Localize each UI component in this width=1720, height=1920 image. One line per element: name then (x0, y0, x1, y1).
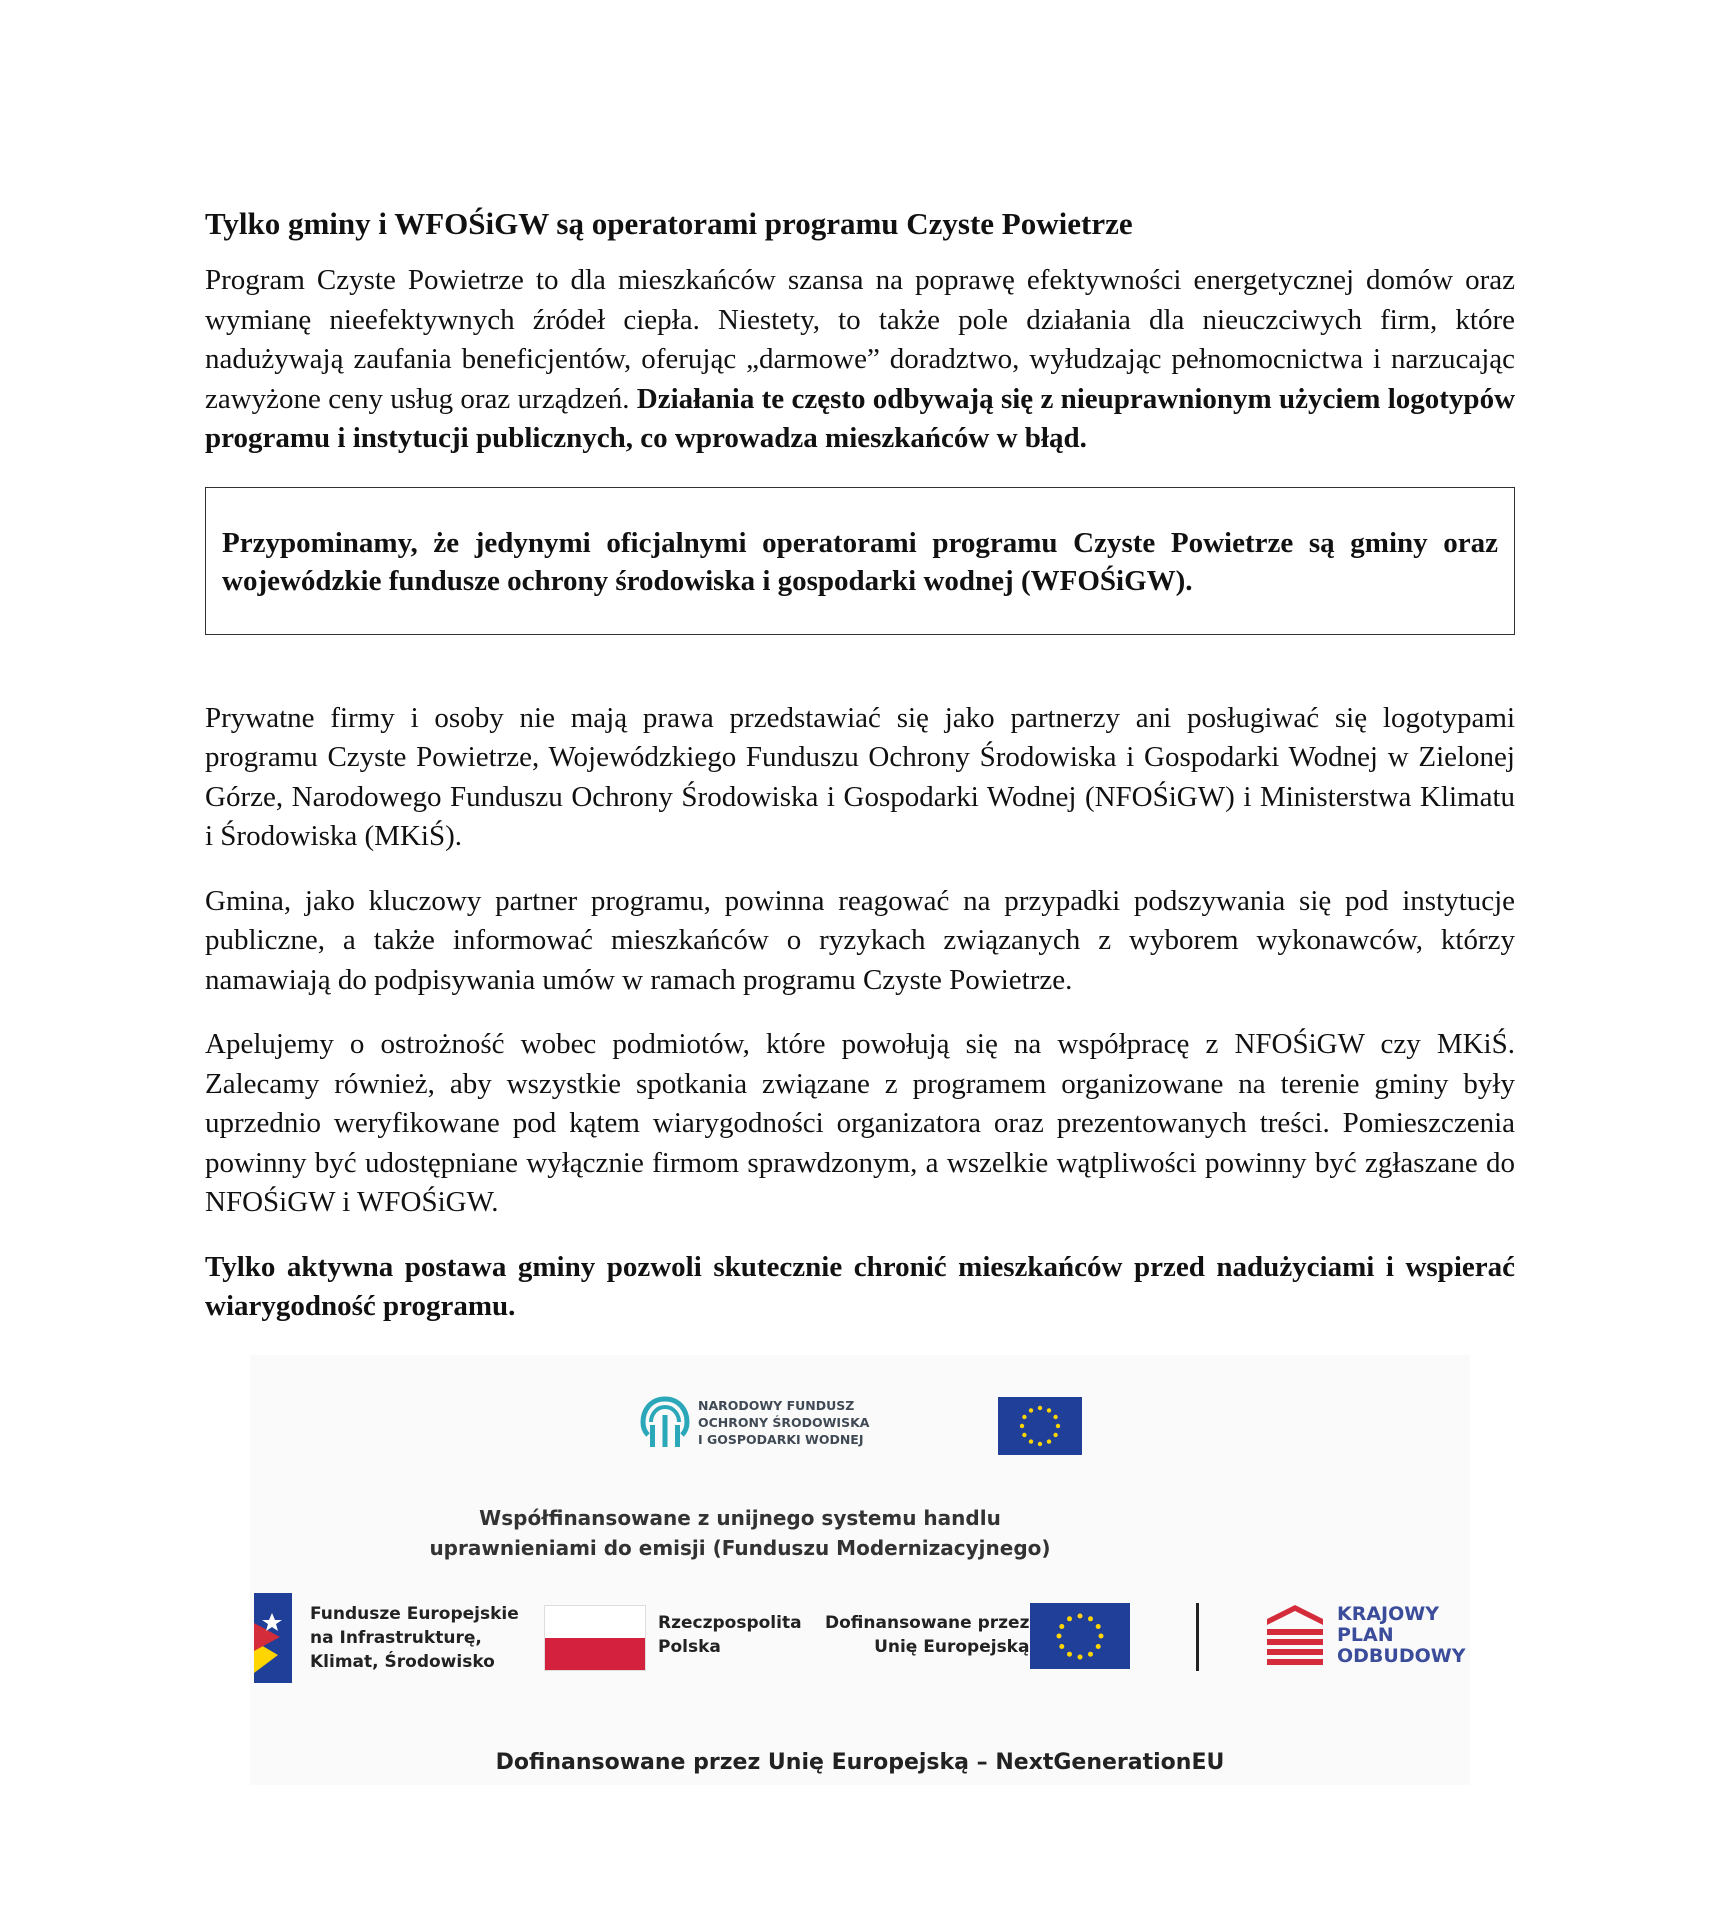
paragraph-closing: Tylko aktywna postawa gminy pozwoli skutecznie chronić mieszkańców przed nadużyciami i wspierać wiarygodność programu. (205, 1250, 1515, 1322)
notice-box (205, 487, 1515, 635)
paragraph-intro (205, 261, 1515, 459)
nfosigw-line1: NARODOWY FUNDUSZ (698, 1397, 855, 1413)
notice-text: Przypominamy, że jedynymi oficjalnymi operatorami programu Czyste Powietrze są gminy oraz wojewódzkie fundusze ochrony środowiska i gospodarki wodnej (WFOŚiGW). (222, 526, 1498, 597)
dof-line2: Unię Europejską (874, 1637, 1030, 1657)
document-title: Tylko gminy i WFOŚiGW są operatorami programu Czyste Powietrze (205, 206, 1133, 241)
eu-flag-icon (1030, 1603, 1130, 1669)
kpo-logo (1265, 1603, 1465, 1667)
rzeczpospolita-polska-text (658, 1611, 802, 1659)
nfosigw-logo (640, 1395, 869, 1449)
paragraph-municipality: Gmina, jako kluczowy partner programu, powinna reagować na przypadki podszywania się pod instytucje publiczne, a także informować mieszkańców o ryzykach związanych z wyborem wykonawców, którzy namawiają do podpisywania umów w ramach programu Czyste Powietrze. (205, 884, 1515, 996)
fundusze-europejskie-logo (250, 1593, 519, 1683)
dof-line1: Dofinansowane przez (825, 1613, 1030, 1633)
nfosigw-emblem-icon (640, 1395, 690, 1449)
paragraph-private-firms: Prywatne firmy i osoby nie mają prawa przedstawiać się jako partnerzy ani posługiwać się logotypami programu Czyste Powietrze, Wojewódzkiego Funduszu Ochrony Środowiska i Gospodarki Wodnej w Zielonej Górze, Narodowego Funduszu Ochrony Środowiska i Gospodarki Wodnej (NFOŚiGW) i Ministerstwa Klimatu i Środowiska (MKiŚ). (205, 701, 1515, 852)
fundusze-europejskie-icon (250, 1593, 296, 1683)
kpo-emblem-icon (1265, 1603, 1325, 1667)
cofinanced-text (250, 1503, 1230, 1563)
fe-line3: Klimat, Środowisko (310, 1652, 495, 1672)
rp-line1: Rzeczpospolita (658, 1613, 802, 1633)
fe-line1: Fundusze Europejskie (310, 1604, 519, 1624)
logo-separator (1196, 1603, 1199, 1671)
cofinanced-line1: Współfinansowane z unijnego systemu handlu (479, 1506, 1001, 1530)
paragraph-intro-bold: Działania te często odbywają się z nieuprawnionym użyciem logotypów programu i instytucji publicznych, co wprowadza mieszkańców w błąd. (205, 382, 1516, 454)
nfosigw-line3: I GOSPODARKI WODNEJ (698, 1431, 864, 1447)
polish-flag-icon (544, 1605, 646, 1671)
kpo-line3: ODBUDOWY (1337, 1644, 1466, 1667)
eu-flag-icon (998, 1397, 1082, 1455)
funding-logos-bar (250, 1355, 1470, 1785)
next-generation-eu-text: Dofinansowane przez Unię Europejską – NextGenerationEU (495, 1750, 1225, 1775)
nfosigw-line2: OCHRONY ŚRODOWISKA (698, 1414, 870, 1430)
cofinanced-line2: uprawnieniami do emisji (Funduszu Modernizacyjnego) (429, 1536, 1051, 1560)
eu-cofinanced-text (825, 1611, 1029, 1659)
logo-row (250, 1593, 1470, 1703)
paragraph-intro-text: Program Czyste Powietrze to dla mieszkańców szansa na poprawę efektywności energetycznej domów oraz wymianę nieefektywnych źródeł ciepła. Niestety, to także pole działania dla nieuczciwych firm, które nadużywają zaufania beneficjentów, oferując „darmowe” doradztwo, wyłudzając pełnomocnictwa i narzucając zawyżone ceny usług oraz urządzeń. (205, 264, 1515, 415)
kpo-line1: KRAJOWY (1337, 1602, 1439, 1625)
fe-line2: na Infrastrukturę, (310, 1628, 482, 1648)
rp-line2: Polska (658, 1637, 721, 1657)
document-body (205, 205, 1515, 1327)
paragraph-appeal: Apelujemy o ostrożność wobec podmiotów, które powołują się na współpracę z NFOŚiGW czy MKiŚ. Zalecamy również, aby wszystkie spotkania związane z programem organizowane na terenie gminy były uprzednio weryfikowane pod kątem wiarygodności organizatora oraz prezentowanych treści. Pomieszczenia powinny być udostępniane wyłącznie firmom sprawdzonym, a wszelkie wątpliwości powinny być zgłaszane do NFOŚiGW i WFOŚiGW. (205, 1028, 1515, 1218)
kpo-line2: PLAN (1337, 1623, 1394, 1646)
